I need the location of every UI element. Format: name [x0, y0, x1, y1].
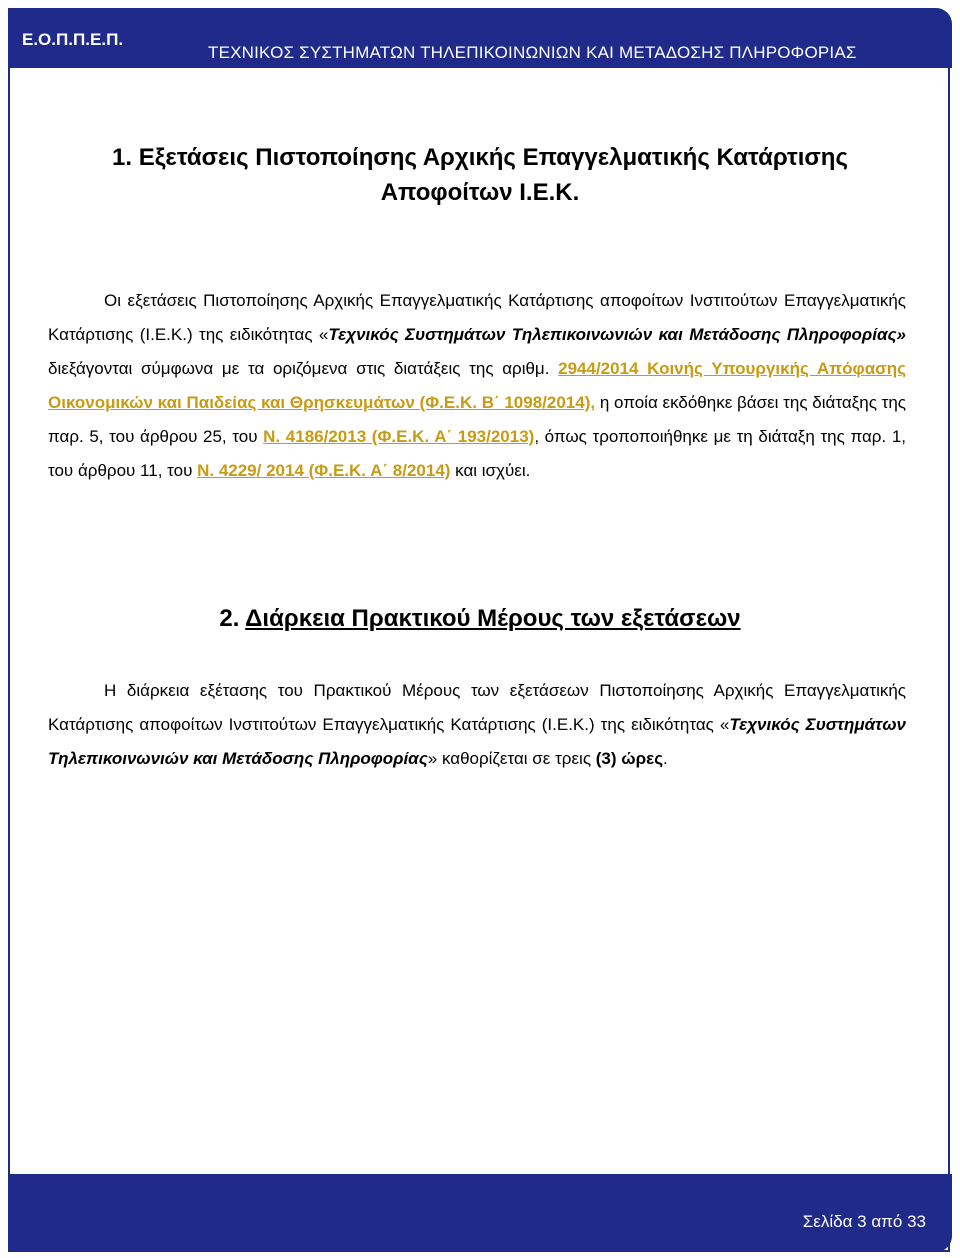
link-n-4229[interactable]: Ν. 4229/ 2014 (Φ.Ε.Κ. Α΄ 8/2014)	[197, 461, 451, 480]
section1-text-5: και ισχύει.	[450, 461, 531, 480]
section1-title-line1: 1. Εξετάσεις Πιστοποίησης Αρχικής Επαγγελματικής Κατάρτισης	[112, 144, 848, 171]
footer-bar	[8, 1174, 952, 1252]
section1-text-4: , όπως τροποποιήθηκε με τη διάταξη της παρ. 1, του άρθρου 11, του	[48, 427, 906, 480]
header-title: ΤΕΧΝΙΚΟΣ ΣΥΣΤΗΜΑΤΩΝ ΤΗΛΕΠΙΚΟΙΝΩΝΙΩΝ ΚΑΙ ΜΕΤΑΔΟΣΗΣ ΠΛΗΡΟΦΟΡΙΑΣ	[208, 43, 857, 62]
section1-text-3: η οποία εκδόθηκε βάσει της διάταξης της παρ. 5, του άρθρου 25, του	[48, 393, 906, 446]
page-frame	[8, 68, 950, 1252]
link-n-4186[interactable]: Ν. 4186/2013 (Φ.Ε.Κ. Α΄ 193/2013)	[263, 427, 535, 446]
section2-title	[48, 601, 912, 637]
section2-text-2: » καθορίζεται σε τρεις	[427, 749, 596, 768]
section1-specialty: Τεχνικός Συστημάτων Τηλεπικοινωνιών και Μετάδοσης Πληροφορίας»	[328, 325, 906, 344]
section1-text-1: Οι εξετάσεις Πιστοποίησης Αρχικής Επαγγελματικής Κατάρτισης αποφοίτων Ινστιτούτων Επαγγελματικής Κατάρτισης (Ι.Ε.Κ.) της ειδικότητας «	[48, 291, 906, 344]
link-kya-2944[interactable]: 2944/2014 Κοινής Υπουργικής Απόφασης Οικονομικών και Παιδείας και Θρησκευμάτων (Φ.Ε.Κ. Β΄ 1098/2014),	[48, 359, 906, 412]
section2-title-text: Διάρκεια Πρακτικού Μέρους των εξετάσεων	[245, 605, 741, 632]
section2-specialty: Τεχνικός Συστημάτων Τηλεπικοινωνιών και Μετάδοσης Πληροφορίας	[48, 715, 906, 768]
section2-title-num: 2.	[219, 605, 246, 632]
header-bar	[8, 8, 952, 68]
section1-text-2: διεξάγονται σύμφωνα με τα οριζόμενα στις διατάξεις της αριθμ.	[48, 359, 559, 378]
page-number: Σελίδα 3 από 33	[802, 1212, 926, 1231]
header-org: Ε.Ο.Π.Π.Ε.Π.	[22, 30, 124, 49]
section2-text-3: .	[663, 749, 668, 768]
section2-duration: (3) ώρες	[595, 749, 664, 768]
section2-text-1: Η διάρκεια εξέτασης του Πρακτικού Μέρους των εξετάσεων Πιστοποίησης Αρχικής Επαγγελματικής Κατάρτισης αποφοίτων Ινστιτούτων Επαγγελματικής Κατάρτισης (Ι.Ε.Κ.) της ειδικότητας «	[48, 681, 906, 734]
section1-title-line2: Αποφοίτων Ι.Ε.Κ.	[380, 179, 580, 206]
section2-paragraph	[48, 674, 906, 776]
section1-paragraph	[48, 284, 906, 488]
